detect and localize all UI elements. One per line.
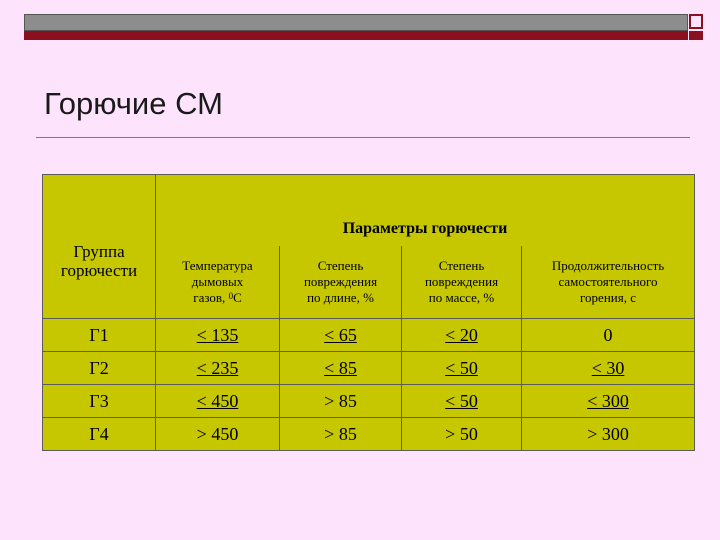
col-length-line1: Степень [317, 258, 364, 273]
group-header-top [43, 175, 156, 247]
col-duration-line1: Продолжительность [551, 258, 665, 273]
group-header-line2: горючести [60, 261, 138, 280]
group-header [43, 242, 156, 319]
top-decor-square-fill [689, 31, 703, 40]
col-temp-line3: газов, $^0$С [193, 290, 242, 305]
cell-duration: < 30 [522, 352, 695, 385]
cell-length: < 65 [280, 319, 402, 352]
col-temp-line2: дымовых [191, 274, 244, 289]
flammability-table [42, 174, 695, 451]
column-header-mass [402, 246, 522, 319]
table-row [43, 418, 695, 451]
col-mass-line2: повреждения [424, 274, 499, 289]
column-header-duration [522, 246, 695, 319]
col-mass-line1: Степень [438, 258, 485, 273]
cell-mass: < 50 [402, 352, 522, 385]
col-mass-line3: по массе, % [428, 290, 495, 305]
top-decor-bar [24, 14, 688, 31]
slide-title: Горючие СМ [44, 86, 223, 121]
cell-temp: > 450 [156, 418, 280, 451]
table-header-row [43, 175, 695, 247]
table-row [43, 319, 695, 352]
cell-temp: < 450 [156, 385, 280, 418]
col-duration-line3: горения, с [580, 290, 636, 305]
cell-duration: > 300 [522, 418, 695, 451]
col-length-line3: по длине, % [307, 290, 374, 305]
col-temp-line1: Температура [182, 258, 253, 273]
row-group-label: Г4 [43, 418, 156, 451]
col-length-line2: повреждения [303, 274, 378, 289]
row-group-label: Г3 [43, 385, 156, 418]
col-duration-line2: самостоятельного [558, 274, 658, 289]
group-header-line1: Группа [73, 242, 125, 261]
cell-temp: < 235 [156, 352, 280, 385]
cell-length: < 85 [280, 352, 402, 385]
cell-duration: 0 [522, 319, 695, 352]
column-header-length [280, 246, 402, 319]
top-decor-stripe [24, 31, 688, 40]
cell-duration: < 300 [522, 385, 695, 418]
cell-mass: > 50 [402, 418, 522, 451]
row-group-label: Г1 [43, 319, 156, 352]
row-group-label: Г2 [43, 352, 156, 385]
top-decor-square [689, 14, 703, 29]
cell-temp: < 135 [156, 319, 280, 352]
cell-mass: < 50 [402, 385, 522, 418]
table-row [43, 352, 695, 385]
title-divider [36, 137, 690, 138]
cell-mass: < 20 [402, 319, 522, 352]
table-subheader-row [43, 246, 695, 319]
column-header-temp [156, 246, 280, 319]
params-header: Параметры горючести [156, 175, 695, 247]
cell-length: > 85 [280, 418, 402, 451]
cell-length: > 85 [280, 385, 402, 418]
table-row [43, 385, 695, 418]
